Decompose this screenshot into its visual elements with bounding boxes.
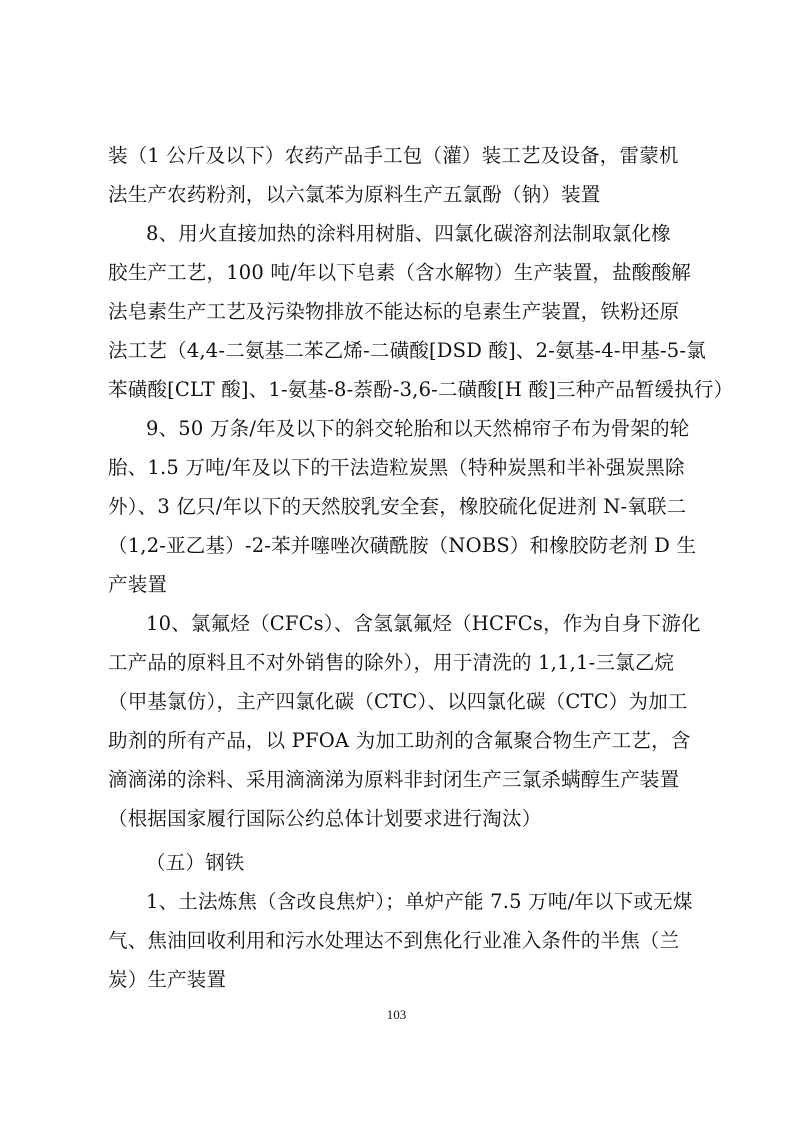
text-line: 炭）生产装置 bbox=[108, 968, 227, 991]
text-line: 外）、3 亿只/年以下的天然胶乳安全套，橡胶硫化促进剂 N-氧联二 bbox=[108, 495, 687, 518]
text-line: （甲基氯仿），主产四氯化碳（CTC）、以四氯化碳（CTC）为加工 bbox=[108, 690, 688, 713]
text-line: 产装置 bbox=[108, 573, 168, 596]
text-line: 苯磺酸[CLT 酸]、1-氨基-8-萘酚-3,6-二磺酸[H 酸]三种产品暂缓执行） bbox=[108, 378, 734, 401]
text-line: 装（1 公斤及以下）农药产品手工包（灌）装工艺及设备，雷蒙机 bbox=[108, 144, 679, 167]
text-line: （根据国家履行国际公约总体计划要求进行淘汰） bbox=[108, 807, 542, 830]
paragraph-start-line: 9、50 万条/年及以下的斜交轮胎和以天然棉帘子布为骨架的轮 bbox=[146, 417, 690, 440]
text-line: 法生产农药粉剂，以六氯苯为原料生产五氯酚（钠）装置 bbox=[108, 183, 601, 206]
text-line: 气、焦油回收利用和污水处理达不到焦化行业准入条件的半焦（兰 bbox=[108, 929, 680, 952]
text-line: 工产品的原料且不对外销售的除外），用于清洗的 1,1,1-三氯乙烷 bbox=[108, 651, 675, 674]
text-line: 胶生产工艺，100 吨/年以下皂素（含水解物）生产装置，盐酸酸解 bbox=[108, 261, 691, 284]
text-line: 滴滴涕的涂料、采用滴滴涕为原料非封闭生产三氯杀螨醇生产装置 bbox=[108, 768, 680, 791]
section-heading: （五）钢铁 bbox=[146, 851, 245, 874]
text-line: 法皂素生产工艺及污染物排放不能达标的皂素生产装置，铁粉还原 bbox=[108, 300, 680, 323]
page-number: 103 bbox=[386, 1007, 407, 1022]
text-line: 胎、1.5 万吨/年及以下的干法造粒炭黑（特种炭黑和半补强炭黑除 bbox=[108, 456, 685, 479]
text-line: （1,2-亚乙基）-2-苯并噻唑次磺酰胺（NOBS）和橡胶防老剂 D 生 bbox=[108, 534, 697, 557]
paragraph-start-line: 10、氯氟烃（CFCs）、含氢氯氟烃（HCFCs，作为自身下游化 bbox=[146, 612, 701, 635]
text-line: 法工艺（4,4-二氨基二苯乙烯-二磺酸[DSD 酸]、2-氨基-4-甲基-5-氯 bbox=[108, 339, 706, 362]
text-line: 助剂的所有产品，以 PFOA 为加工助剂的含氟聚合物生产工艺，含 bbox=[108, 729, 691, 752]
paragraph-start-line: 8、用火直接加热的涂料用树脂、四氯化碳溶剂法制取氯化橡 bbox=[146, 222, 671, 245]
paragraph-start-line: 1、土法炼焦（含改良焦炉）；单炉产能 7.5 万吨/年以下或无煤 bbox=[146, 890, 693, 913]
